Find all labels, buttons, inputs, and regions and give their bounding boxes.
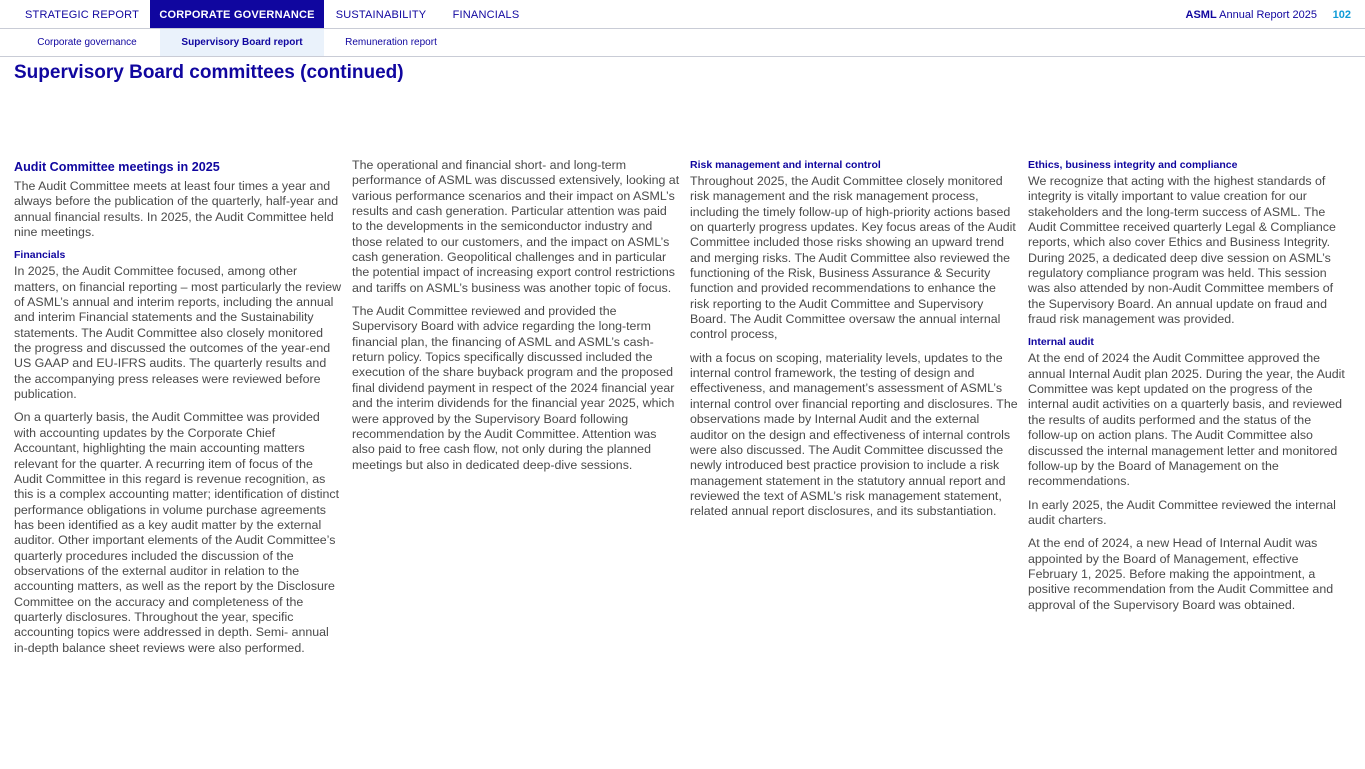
paragraph: The Audit Committee meets at least four times a year and always before the publication of the quarterly, half-year and annual financial results. In 2025, the Audit Committee held nine meetings.: [14, 179, 339, 240]
brand-name: ASML: [1185, 9, 1217, 21]
subheading-financials: Financials: [14, 249, 66, 262]
paragraph: The Audit Committee reviewed and provided the Supervisory Board with advice regarding the long-term financial plan, the financing of ASML and ASML’s cash-return policy. Topics specifically discussed included the execution of the share buyback program and the proposed final dividend payment in respect of the 2024 financial year and the interim dividends for the financial year 2025, which were approved by the Supervisory Board following recommendation by the Audit Committee. Attention was also paid to free cash flow, not only during the planned meetings but also in dedicated deep-dive sessions.: [352, 304, 675, 472]
tab-financials[interactable]: FINANCIALS: [452, 9, 520, 21]
paragraph: At the end of 2024, a new Head of Internal Audit was appointed by the Board of Management, effective February 1, 2025. Before making the appointment, a positive recommendation from the Audit Committee and approval of the Supervisory Board was obtained.: [1028, 536, 1334, 612]
subtab-corporate-governance[interactable]: Corporate governance: [37, 37, 137, 48]
paragraph: The operational and financial short- and long-term performance of ASML was discussed extensively, looking at various performance scenarios and their impact on ASML’s results and cash generation. Particular attention was paid to the developments in the semiconductor industry and those related to our customers, and the impact on ASML’s cash generation. Geopolitical challenges and in particular the potential impact of increasing export control restrictions and tariffs on ASML’s business was another topic of focus.: [352, 158, 680, 295]
sub-navigation: [0, 29, 1365, 57]
column-1: [14, 158, 342, 664]
subheading-risk-management: Risk management and internal control: [690, 159, 881, 171]
report-brand: [1186, 0, 1317, 31]
paragraph: In 2025, the Audit Committee focused, among other matters, on financial reporting – most particularly the review of ASML’s annual and interim reports, including the annual and interim Financial statements and the Sustainability statements. The Audit Committee also closely monitored the progress and discussed the outcomes of the year-end US GAAP and EU-IFRS audits. The quarterly results and the accompanying press releases were reviewed before publication.: [14, 264, 342, 402]
paragraph: We recognize that acting with the highest standards of integrity is vitally important to value creation for our stakeholders and the long-term success of ASML. The Audit Committee received quarterly Legal & Compliance reports, which also cover Ethics and Business Integrity. During 2025, a dedicated deep dive session on ASML’s regulatory compliance program was held. This session was also attended by non-Audit Committee members of the Supervisory Board. An annual update on fraud and fraud risk management was provided.: [1028, 174, 1336, 327]
brand-report-title: Annual Report 2025: [1219, 9, 1317, 21]
paragraph: Throughout 2025, the Audit Committee closely monitored risk management and the risk management process, including the timely follow-up of high-priority actions based on quarterly progress updates. Key focus areas of the Audit Committee included those risks showing an upward trend and merging risks. The Audit Committee also reviewed the functioning of the Risk, Business Assurance & Security function and provided recommendations to enhance the risk reporting to the Audit Committee and Supervisory Board. The Audit Committee oversaw the annual internal control process,: [690, 174, 1016, 342]
subtab-remuneration-report[interactable]: Remuneration report: [345, 37, 437, 48]
subheading-internal-audit: Internal audit: [1028, 336, 1094, 349]
tab-sustainability[interactable]: SUSTAINABILITY: [335, 9, 427, 21]
subtab-supervisory-board-report[interactable]: Supervisory Board report: [160, 29, 324, 56]
paragraph: In early 2025, the Audit Committee reviewed the internal audit charters.: [1028, 497, 1336, 527]
paragraph: At the end of 2024 the Audit Committee approved the annual Internal Audit plan 2025. During the year, the Audit Committee was kept updated on the progress of the internal audit activities on a quarterly basis, and reviewed the results of audits performed and the status of the follow-up on action plans. The Audit Committee also discussed the internal management letter and monitored follow-up by the Board of Management on the recommendations.: [1028, 351, 1345, 489]
tab-strategic-report[interactable]: STRATEGIC REPORT: [24, 9, 140, 21]
column-2: [352, 158, 680, 481]
column-4: [1028, 158, 1348, 621]
paragraph: On a quarterly basis, the Audit Committee was provided with accounting updates by the Corporate Chief Accountant, highlighting the main accounting matters relevant for the quarter. A recurring item of focus of the Audit Committee in this regard is revenue recognition, as this is a complex accounting matter; identification of distinct performance obligations in volume purchase agreements has been identified as a key audit matter by the external auditor. Other important elements of the Audit Committee’s quarterly procedures included the discussion of the observations of the external auditor in relation to the accounting matters, as well as the report by the Disclosure Committee on the accuracy and completeness of the quarterly disclosures. Throughout the year, specific accounting topics were addressed in depth. Semi- annual in-depth balance sheet reviews were also performed.: [14, 410, 340, 655]
top-navigation: [0, 0, 1365, 29]
paragraph: with a focus on scoping, materiality levels, updates to the internal control framework, the testing of design and effectiveness, and management’s assessment of ASML’s internal control over financial reporting and disclosures. The observations made by Internal Audit and the external auditor on the design and effectiveness of internal controls were also discussed. The Audit Committee discussed the newly introduced best practice provision to include a risk management statement in the statutory annual report and reviewed the text of ASML’s risk management statement, related annual report disclosures, and its substantiation.: [690, 350, 1018, 519]
page-title: Supervisory Board committees (continued): [14, 62, 404, 83]
subheading-ethics-compliance: Ethics, business integrity and compliance: [1028, 159, 1238, 171]
page-number: 102: [1332, 9, 1351, 21]
tab-corporate-governance[interactable]: CORPORATE GOVERNANCE: [150, 0, 324, 28]
column-3: [690, 158, 1018, 528]
section-heading-audit-meetings: Audit Committee meetings in 2025: [14, 160, 220, 174]
